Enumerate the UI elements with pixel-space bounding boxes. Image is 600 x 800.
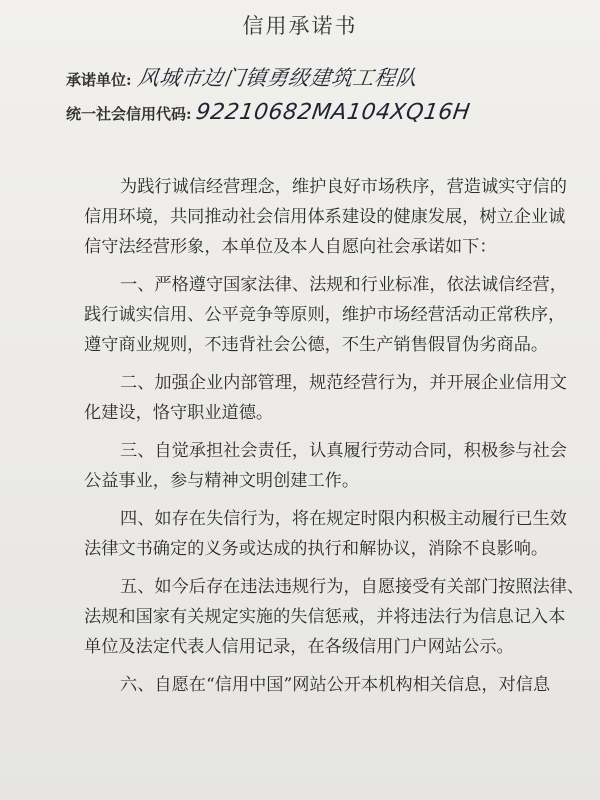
item-line: 法规和国家有关规定实施的失信惩戒，并将违法行为信息记入本	[84, 607, 566, 627]
commitment-body	[84, 172, 585, 700]
item-line: 化建设，恪守职业道德。	[84, 403, 274, 423]
committing-unit-handwritten-value: 风城市边门镇勇级建筑工程队	[135, 66, 419, 90]
item-line: 六、自愿在“信用中国”网站公开本机构相关信息，对信息	[120, 675, 551, 695]
item-line: 二、加强企业内部管理，规范经营行为，并开展企业信用文	[120, 373, 567, 393]
commitment-item-3	[84, 436, 567, 496]
commitment-item-6	[84, 670, 554, 700]
intro-line: 为践行诚信经营理念，维护良好市场秩序，营造诚实守信的	[120, 177, 567, 197]
item-line: 践行诚实信用、公平竞争等原则，维护市场经营活动正常秩序，	[84, 305, 566, 325]
item-line: 五、如今后存在违法违规行为，自愿接受有关部门按照法律、	[120, 577, 585, 597]
committing-unit-row	[66, 62, 417, 92]
intro-line: 信守法经营形象，本单位及本人自愿向社会承诺如下：	[84, 237, 497, 257]
document-title: 信用承诺书	[242, 14, 358, 38]
item-line: 公益事业，参与精神文明创建工作。	[84, 471, 360, 491]
item-line: 单位及法定代表人信用记录，在各级信用门户网站公示。	[84, 637, 514, 657]
item-line: 四、如存在失信行为，将在规定时限内积极主动履行已生效	[120, 509, 567, 529]
commitment-item-4	[84, 504, 567, 564]
committing-unit-label: 承诺单位:	[66, 71, 132, 89]
item-line: 一、严格遵守国家法律、法规和行业标准，依法诚信经营，	[120, 275, 567, 295]
commitment-item-5	[84, 572, 585, 662]
intro-paragraph	[84, 172, 567, 262]
credit-code-row	[66, 100, 472, 125]
item-line: 法律文书确定的义务或达成的执行和解协议，消除不良影响。	[84, 539, 549, 559]
credit-code-label: 统一社会信用代码:	[66, 105, 192, 123]
commitment-item-1	[84, 270, 567, 360]
item-line: 三、自觉承担社会责任，认真履行劳动合同，积极参与社会	[120, 441, 567, 461]
intro-line: 信用环境，共同推动社会信用体系建设的健康发展，树立企业诚	[84, 207, 566, 227]
credit-code-handwritten-value: 92210682MA104XQ16H	[193, 100, 472, 125]
commitment-item-2	[84, 368, 567, 428]
item-line: 遵守商业规则，不违背社会公德，不生产销售假冒伪劣商品。	[84, 335, 549, 355]
